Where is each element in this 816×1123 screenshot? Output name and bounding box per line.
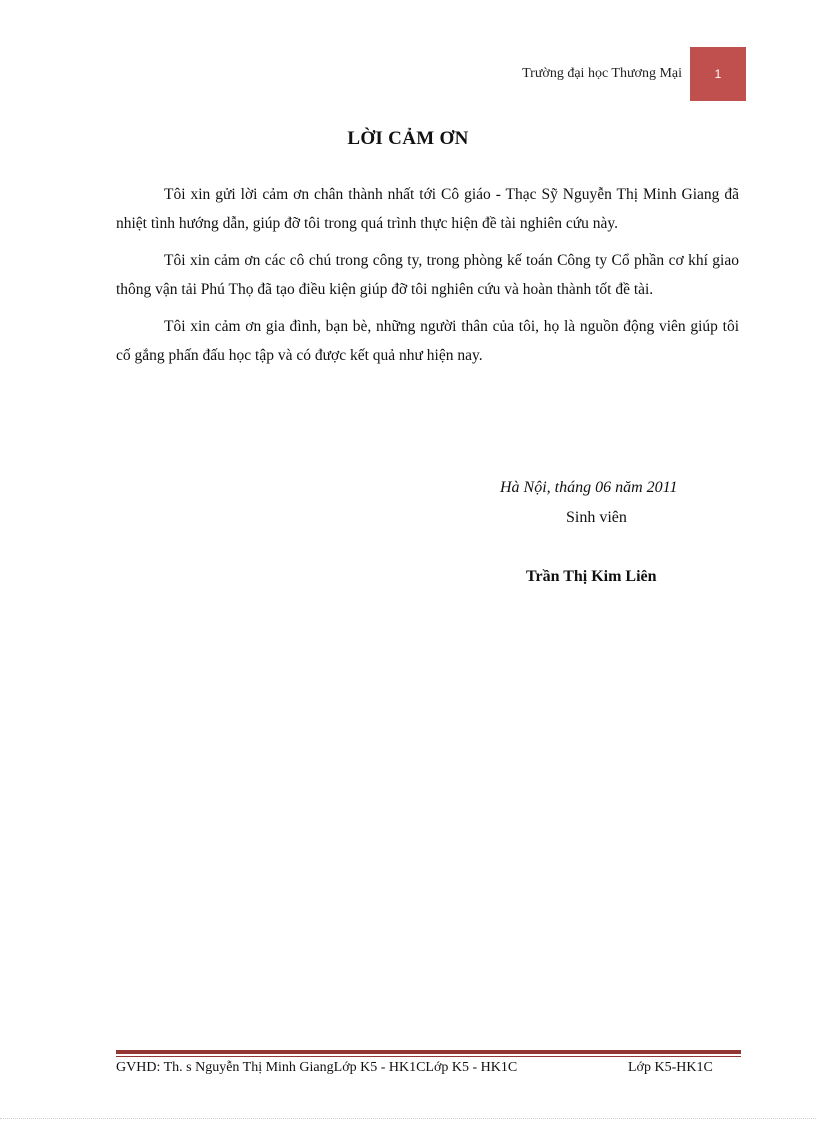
page-number-badge	[690, 47, 746, 101]
footer-rule	[116, 1050, 741, 1054]
signature-date: Hà Nội, tháng 06 năm 2011	[500, 479, 678, 496]
footer-rule-thin	[116, 1056, 741, 1057]
page-edge-divider	[0, 1118, 816, 1119]
footer-class: Lớp K5-HK1C	[628, 1060, 713, 1075]
signature-role: Sinh viên	[566, 509, 627, 526]
page-number: 1	[714, 67, 722, 81]
footer-advisor: GVHD: Th. s Nguyễn Thị Minh GiangLớp K5 - HK1CLớp K5 - HK1C	[116, 1060, 518, 1075]
page-title: LỜI CẢM ƠN	[347, 128, 469, 149]
signature-name: Trần Thị Kim Liên	[526, 568, 657, 585]
paragraph: Tôi xin cảm ơn gia đình, bạn bè, những người thân của tôi, họ là nguồn động viên giúp tôi cố gắng phấn đấu học tập và có được kết quả như hiện nay.	[116, 318, 739, 364]
document-body	[116, 180, 739, 378]
header-school-name: Trường đại học Thương Mại	[522, 66, 682, 81]
paragraph: Tôi xin gửi lời cảm ơn chân thành nhất tới Cô giáo - Thạc Sỹ Nguyễn Thị Minh Giang đã nhiệt tình hướng dẫn, giúp đỡ tôi trong quá trình thực hiện đề tài nghiên cứu này.	[116, 186, 739, 232]
paragraph: Tôi xin cảm ơn các cô chú trong công ty, trong phòng kế toán Công ty Cổ phần cơ khí giao thông vận tải Phú Thọ đã tạo điều kiện giúp đỡ tôi nghiên cứu và hoàn thành tốt đề tài.	[116, 252, 739, 298]
